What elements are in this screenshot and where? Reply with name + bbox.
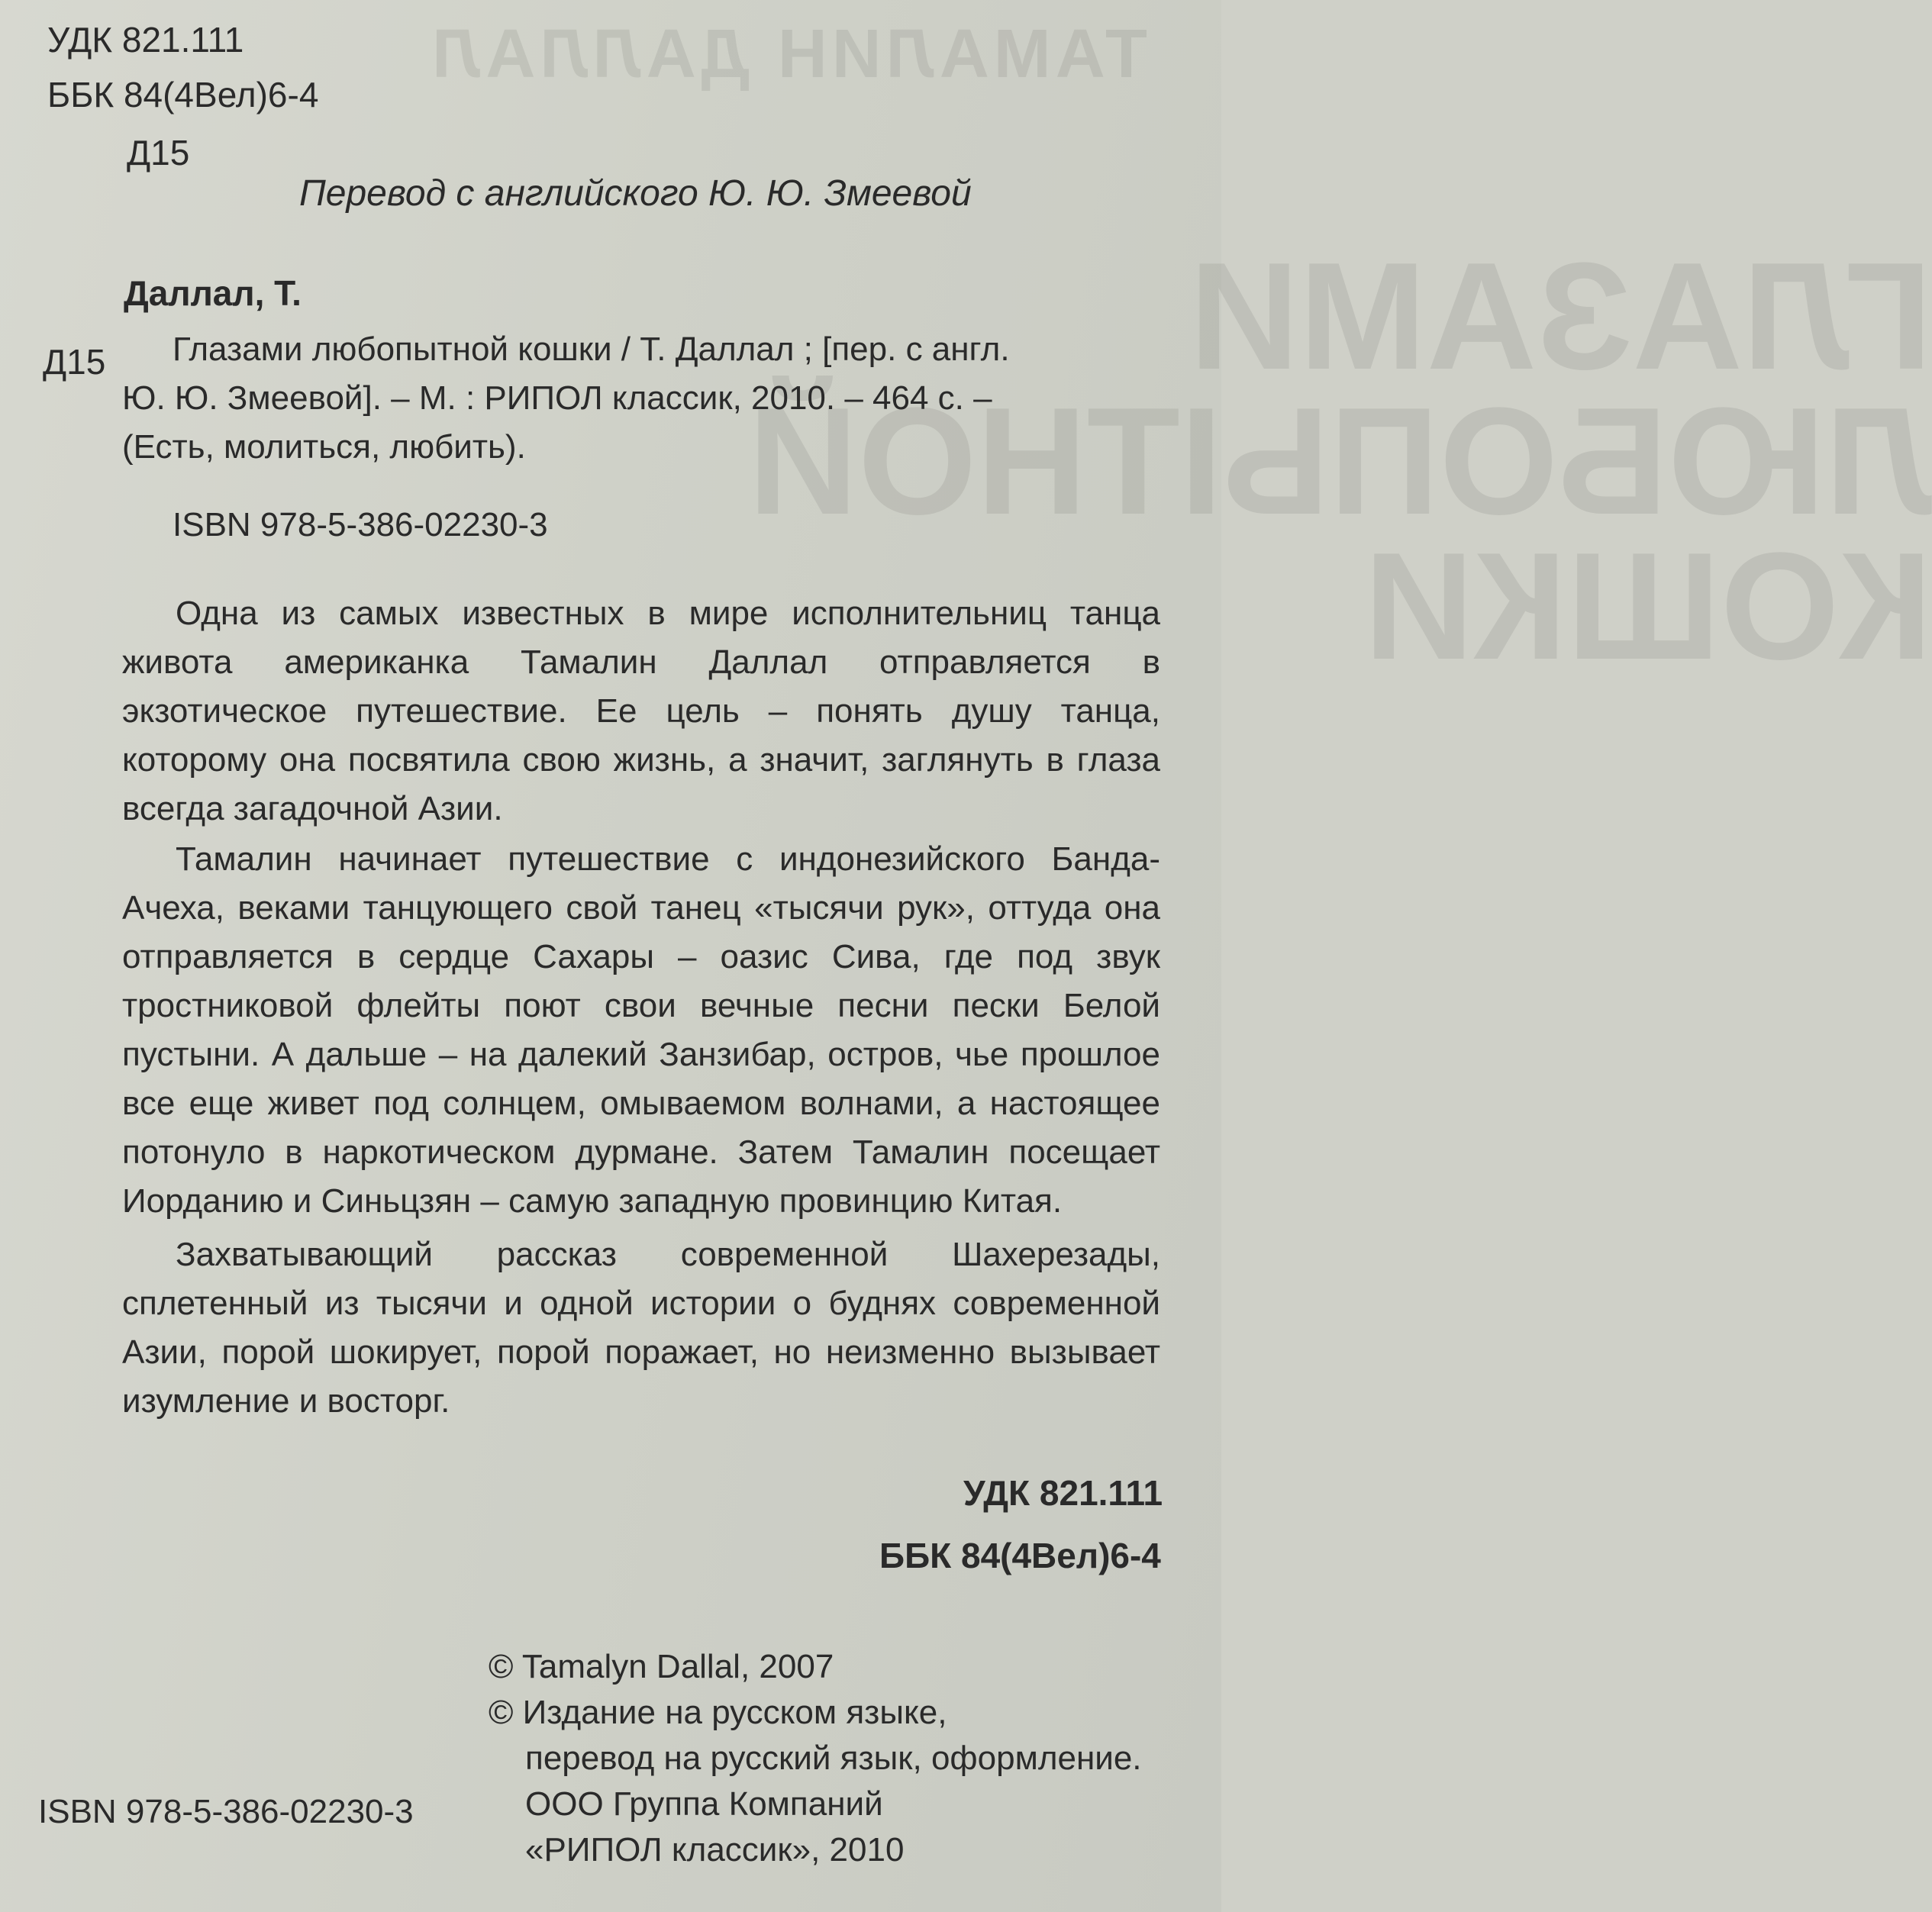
footer-isbn: ISBN 978-5-386-02230-3 (38, 1793, 414, 1830)
entry-line-1: Глазами любопытной кошки / Т. Даллал ; [пер. с англ. (173, 330, 1010, 368)
annotation-paragraph-1: Одна из самых известных в мире исполнительниц танца живота американка Тамалин Даллал отправляется в экзотическое путешествие. Ее цель – понять душу танца, которому она посвятила свою жизнь, а значит, заглянуть в глаза всегда загадочной Азии. (122, 595, 1160, 827)
copyright-line-3: перевод на русский язык, оформление. (525, 1740, 1142, 1777)
copyright-block (489, 1644, 1142, 1873)
copyright-line-4: ООО Группа Компаний (525, 1785, 883, 1823)
classification-udk: УДК 821.111 (963, 1473, 1163, 1513)
annotation-paragraph-2: Тамалин начинает путешествие с индонезийского Банда-Ачеха, веками танцующего свой танец «тысячи рук», оттуда она отправляется в сердце Сахары – оазис Сива, где под звук тростниковой флейты поют свои вечные песни пески Белой пустыни. А дальше – на далекий Занзибар, остров, чье прошлое все еще живет под солнцем, омываемом волнами, а настоящее потонуло в наркотическом дурмане. Затем Тамалин посещает Иорданию и Синьцзян – самую западную провинцию Китая. (122, 840, 1160, 1220)
entry-isbn: ISBN 978-5-386-02230-3 (173, 506, 548, 543)
entry-line-2: Ю. Ю. Змеевой]. – М. : РИПОЛ классик, 2010. – 464 с. – (122, 379, 992, 417)
header-udk: УДК 821.111 (47, 20, 244, 60)
copyright-line-1: © Tamalyn Dallal, 2007 (489, 1648, 834, 1685)
classification-bbk: ББК 84(4Вел)6-4 (879, 1536, 1161, 1575)
header-bbk: ББК 84(4Вел)6-4 (47, 75, 319, 114)
translation-credit: Перевод с английского Ю. Ю. Змеевой (299, 173, 972, 214)
bleed-through-title: ГЛАЗАМИ ЛЮБОПЫТНОЙ КОШКИ (748, 231, 1932, 692)
annotation-paragraph-3: Захватывающий рассказ современной Шахерезады, сплетенный из тысячи и одной истории о буднях современной Азии, порой шокирует, порой поражает, но неизменно вызывает изумление и восторг. (122, 1236, 1160, 1420)
copyright-line-5: «РИПОЛ классик», 2010 (525, 1831, 905, 1868)
header-code: Д15 (127, 133, 190, 172)
entry-code: Д15 (43, 342, 106, 382)
bleed-through-text: ТАМАЛИН ДАЛЛАЛ (427, 16, 1147, 92)
entry-author: Даллал, Т. (124, 273, 302, 313)
entry-line-3: (Есть, молиться, любить). (122, 428, 526, 466)
copyright-line-2: © Издание на русском языке, (489, 1694, 947, 1731)
